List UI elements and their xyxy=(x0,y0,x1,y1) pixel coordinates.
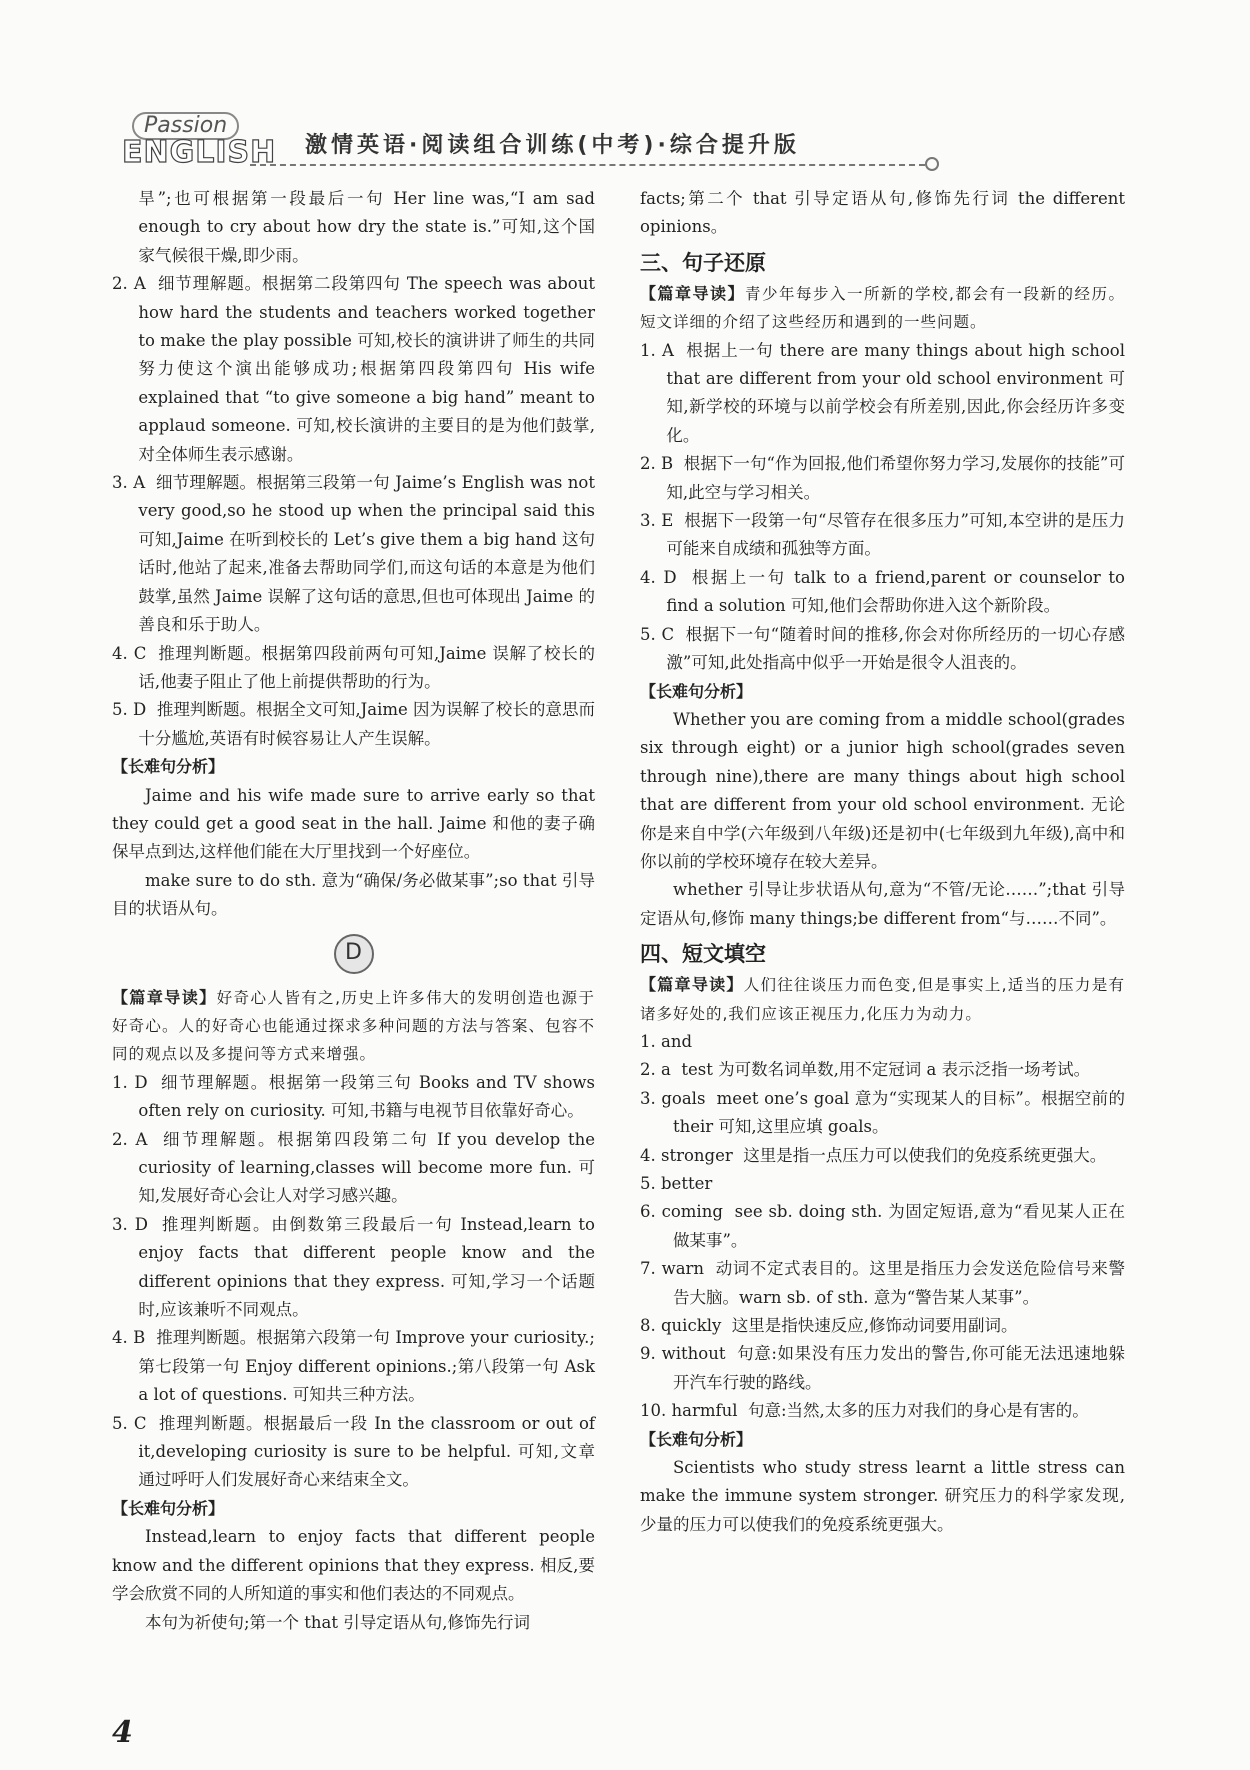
answer-item xyxy=(112,469,595,639)
d-analysis-tail: facts;第二个 that 引导定语从句,修饰先行词 the different opinions。 xyxy=(640,189,1125,237)
answer-num: 3. E xyxy=(640,511,674,531)
answer-item xyxy=(640,1142,1125,1170)
c-analysis-label: 【长难句分析】 xyxy=(112,757,225,777)
d-guide-text: 好奇心人皆有之,历史上许多伟大的发明创造也源于好奇心。人的好奇心也能通过探求多种问题的方法与答案、包容不同的观点以及多提问等方式来增强。 xyxy=(112,988,595,1064)
logo-english-text: ENGLISH xyxy=(122,135,277,170)
s3-analysis-label: 【长难句分析】 xyxy=(640,681,753,701)
answer-item xyxy=(640,1312,1125,1340)
c-answer-list xyxy=(112,270,595,753)
header-divider-dot xyxy=(925,157,939,171)
answer-num: 4. B xyxy=(112,1328,146,1348)
header-divider xyxy=(250,164,925,166)
s3-analysis-2: whether 引导让步状语从句,意为“不管/无论……”;that 引导定语从句,修饰 many things;be different from“与……不同”。 xyxy=(640,880,1125,928)
answer-text: 动词不定式表目的。这里是指压力会发送危险信号来警告大脑。warn sb. of sth. 意为“警告某人某事”。 xyxy=(673,1259,1125,1307)
answer-text: 细节理解题。根据第一段第三句 Books and TV shows often rely on curiosity. 可知,书籍与电视节目依靠好奇心。 xyxy=(138,1072,595,1121)
answer-num: 2. A xyxy=(112,1129,148,1149)
section-d-badge: D xyxy=(334,934,374,974)
answer-item xyxy=(640,1340,1125,1397)
answer-num: 4. stronger xyxy=(640,1145,733,1165)
answer-item xyxy=(112,1324,595,1409)
answer-num: 2. a xyxy=(640,1060,671,1080)
answer-text: 根据下一句“随着时间的推移,你会对你所经历的一切心存感激”可知,此处指高中似乎一开始是很令人沮丧的。 xyxy=(666,624,1125,673)
answer-item xyxy=(112,1410,595,1495)
answer-text: 推理判断题。根据第六段第一句 Improve your curiosity.;第七段第一句 Enjoy different opinions.;第八段第一句 Ask a lot of questions. 可知共三种方法。 xyxy=(138,1328,595,1405)
answer-num: 4. D xyxy=(640,567,677,587)
answer-num: 1. D xyxy=(112,1072,148,1092)
series-title: 激情英语·阅读组合训练(中考)·综合提升版 xyxy=(305,133,800,158)
answer-item xyxy=(112,640,595,697)
answer-num: 2. A xyxy=(112,274,146,294)
page-number: 4 xyxy=(112,1715,133,1750)
answer-num: 5. better xyxy=(640,1174,713,1193)
answer-item xyxy=(640,1085,1125,1142)
answer-text: 根据下一句“作为回报,他们希望你努力学习,发展你的技能”可知,此空与学习相关。 xyxy=(666,454,1125,502)
answer-text: 根据上一句 talk to a friend,parent or counselor to find a solution 可知,他们会帮助你进入这个新阶段。 xyxy=(666,567,1125,616)
answer-num: 2. B xyxy=(640,454,674,474)
section-3-title: 三、句子还原 xyxy=(640,250,766,275)
answer-num: 8. quickly xyxy=(640,1316,722,1336)
answer-text: meet one’s goal 意为“实现某人的目标”。根据空前的 their 可知,这里应填 goals。 xyxy=(673,1088,1126,1137)
answer-num: 5. D xyxy=(112,700,147,720)
answer-text: 句意:当然,太多的压力对我们的身心是有害的。 xyxy=(748,1401,1089,1421)
d-analysis-1: Instead,learn to enjoy facts that different people know and the different opinions that they express. 相反,要学会欣赏不同的人所知道的事实和他们表达的不同观点。 xyxy=(112,1527,595,1604)
answer-item xyxy=(640,1255,1125,1312)
answer-text: 推理判断题。根据全文可知,Jaime 因为误解了校长的意思而十分尴尬,英语有时候容易让人产生误解。 xyxy=(138,700,595,748)
c-analysis-2: make sure to do sth. 意为“确保/务必做某事”;so that 引导目的状语从句。 xyxy=(112,870,595,919)
answer-text: 这里是指快速反应,修饰动词要用副词。 xyxy=(731,1316,1018,1336)
answer-item xyxy=(640,337,1125,451)
answer-item xyxy=(640,507,1125,564)
answer-text: see sb. doing sth. 为固定短语,意为“看见某人正在做某事”。 xyxy=(673,1202,1125,1250)
answer-text: test 为可数名词单数,用不定冠词 a 表示泛指一场考试。 xyxy=(681,1060,1091,1080)
s3-answer-list xyxy=(640,337,1125,678)
passion-english-logo xyxy=(110,110,277,170)
answer-item xyxy=(112,1069,595,1126)
d-guide xyxy=(112,984,595,1069)
answer-text: 这里是指一点压力可以使我们的免疫系统更强大。 xyxy=(743,1145,1107,1165)
s3-analysis-1: Whether you are coming from a middle school(grades six through eight) or a junior high school(grades seven through nine),there are many things about high school that are different from your old school environment. 无论你是来自中学(六年级到八年级)还是初中(七年级到九年级),高中和你以前的学校环境存在较大差异。 xyxy=(640,709,1125,871)
answer-item xyxy=(640,564,1125,621)
d-guide-label: 【篇章导读】 xyxy=(112,987,217,1007)
answer-text: 推理判断题。根据第四段前两句可知,Jaime 误解了校长的话,他妻子阻止了他上前提供帮助的行为。 xyxy=(138,643,595,691)
section-4-title: 四、短文填空 xyxy=(640,942,766,967)
answer-item xyxy=(640,1198,1125,1255)
answer-item xyxy=(640,1056,1125,1084)
answer-item xyxy=(112,696,595,753)
s4-answer-list xyxy=(640,1028,1125,1426)
answer-item xyxy=(112,270,595,469)
answer-text: 句意:如果没有压力发出的警告,你可能无法迅速地躲开汽车行驶的路线。 xyxy=(673,1344,1125,1392)
answer-text: 推理判断题。由倒数第三段最后一句 Instead,learn to enjoy facts that different people know and the different opinions that they express. 可知,学习一个话题时,应该兼听不同观点。 xyxy=(138,1214,595,1320)
s3-guide-label: 【篇章导读】 xyxy=(640,283,746,303)
d-analysis-label: 【长难句分析】 xyxy=(112,1498,225,1518)
answer-item xyxy=(640,621,1125,678)
answer-num: 1. A xyxy=(640,340,674,360)
answer-item xyxy=(640,450,1125,507)
answer-item xyxy=(640,1170,1125,1198)
s3-guide-text: 青少年每步入一所新的学校,都会有一段新的经历。短文详细的介绍了这些经历和遇到的一些问题。 xyxy=(640,284,1125,332)
s4-analysis-label: 【长难句分析】 xyxy=(640,1429,753,1449)
answer-text: 推理判断题。根据最后一段 In the classroom or out of it,developing curiosity is sure to be helpful. 可知,文章通过呼吁人们发展好奇心来结束全文。 xyxy=(138,1413,595,1490)
s4-guide xyxy=(640,971,1125,1028)
answer-text: 细节理解题。根据第三段第一句 Jaime’s English was not very good,so he stood up when the principal said this 可知,Jaime 在听到校长的 Let’s give them a big hand 这句话时,他站了起来,准备去帮助同学们,而这句话的本意是为他们鼓掌,虽然 Jaime 误解了这句话的意思,但也可体现出 Jaime 的善良和乐于助人。 xyxy=(138,473,595,635)
answer-num: 3. A xyxy=(112,473,146,493)
answer-text: 根据上一句 there are many things about high school that are different from your old school environment 可知,新学校的环境与以前学校会有所差别,因此,你会经历许多变化。 xyxy=(666,340,1125,445)
answer-text: 细节理解题。根据第四段第二句 If you develop the curiosity of learning,classes will become more fun. 可知,发展好奇心会让人对学习感兴趣。 xyxy=(138,1129,595,1206)
answer-num: 7. warn xyxy=(640,1259,705,1279)
answer-num: 10. harmful xyxy=(640,1401,738,1421)
c-q1-tail: 旱”;也可根据第一段最后一句 Her line was,“I am sad enough to cry about how dry the state is.”可知,这个国家气候很干燥,即少雨。 xyxy=(138,189,595,265)
d-answer-list xyxy=(112,1069,595,1495)
s4-guide-text: 人们往往谈压力而色变,但是事实上,适当的压力是有诸多好处的,我们应该正视压力,化压力为动力。 xyxy=(640,976,1125,1023)
answer-item xyxy=(640,1028,1125,1056)
page-header xyxy=(110,110,940,170)
s4-guide-label: 【篇章导读】 xyxy=(640,975,744,995)
left-column xyxy=(112,185,595,1637)
answer-item xyxy=(112,1211,595,1325)
s4-analysis-1: Scientists who study stress learnt a little stress can make the immune system stronger. 研究压力的科学家发现,少量的压力可以使我们的免疫系统更强大。 xyxy=(640,1458,1125,1534)
answer-num: 6. coming xyxy=(640,1202,723,1222)
s3-guide xyxy=(640,280,1125,337)
answer-item xyxy=(640,1397,1125,1425)
answer-num: 1. and xyxy=(640,1031,693,1051)
answer-num: 4. C xyxy=(112,643,147,663)
answer-num: 3. D xyxy=(112,1214,148,1234)
answer-item xyxy=(112,1126,595,1211)
right-column xyxy=(640,185,1125,1539)
answer-num: 9. without xyxy=(640,1344,726,1364)
answer-text: 细节理解题。根据第二段第四句 The speech was about how hard the students and teachers worked together to make the play possible 可知,校长的演讲讲了师生的共同努力使这个演出能够成功;根据第四段第四句 His wife explained that “to give someone a big hand” meant to applaud someone. 可知,校长演讲的主要目的是为他们鼓掌,对全体师生表示感谢。 xyxy=(138,274,595,464)
logo-passion-text: Passion xyxy=(132,112,239,140)
c-analysis-1: Jaime and his wife made sure to arrive early so that they could get a good seat in the hall. Jaime 和他的妻子确保早点到达,这样他们能在大厅里找到一个好座位。 xyxy=(112,785,595,862)
answer-num: 3. goals xyxy=(640,1088,706,1108)
d-analysis-2: 本句为祈使句;第一个 that 引导定语从句,修饰先行词 xyxy=(145,1612,531,1632)
answer-num: 5. C xyxy=(640,624,675,644)
answer-num: 5. C xyxy=(112,1413,147,1433)
answer-text: 根据下一段第一句“尽管存在很多压力”可知,本空讲的是压力可能来自成绩和孤独等方面。 xyxy=(666,511,1125,559)
